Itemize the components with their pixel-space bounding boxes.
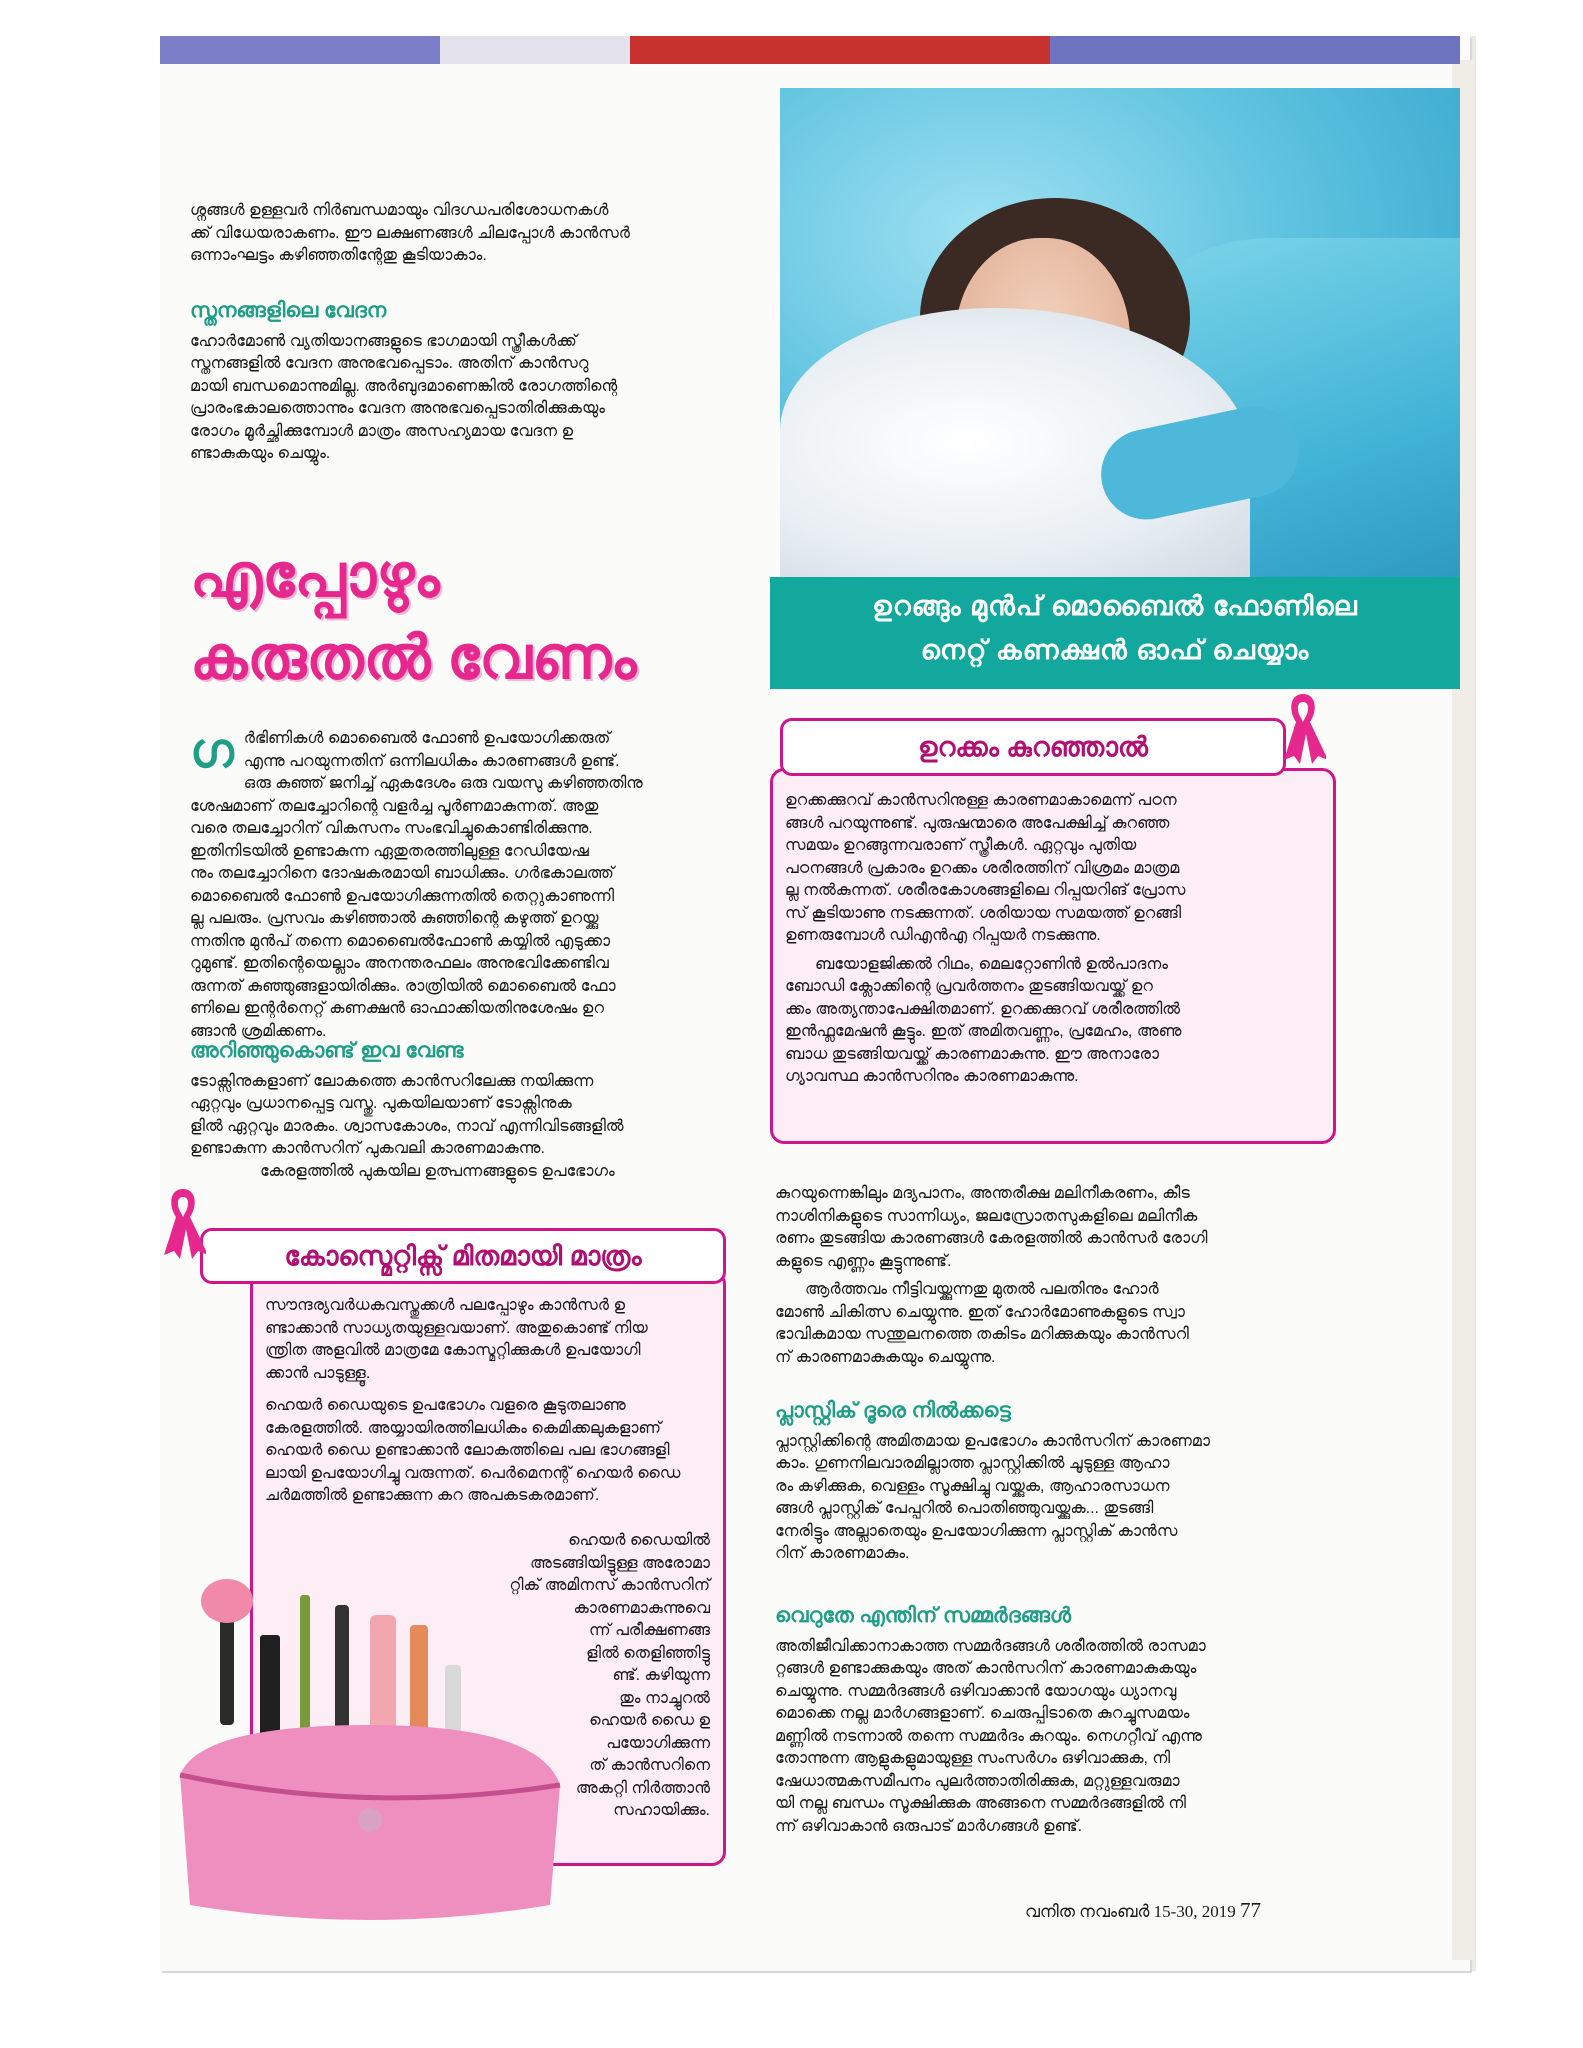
text-line: ർഭിണികൾ മൊബൈൽ ഫോൺ ഉപയോഗിക്കരുത് (243, 730, 611, 747)
text-line: ങ്ങാൻ ശ്രമിക്കണം. (190, 1022, 327, 1040)
text-line: ല്ല നൽകുന്നത്. ശരീരകോശങ്ങളിലെ റിപ്പയറിങ് പ്രോസ (785, 882, 1186, 899)
text-line: ഒരു കുഞ്ഞ് ജനിച്ച് ഏകദേശം ഒരു വയസു കഴിഞ്ഞതിനു (243, 775, 643, 792)
publication-date: വനിത നവംബർ 15-30, 2019 (1025, 1902, 1236, 1921)
text-line: ക്ക് വിധേയരാകണം. ഈ ലക്ഷണങ്ങൾ ചിലപ്പോൾ കാൻസർ (190, 224, 630, 242)
text-line: പ്ലാസ്റ്റിക്കിന്റെ അമിതമായ ഉപഭോഗം കാൻസറിന് കാരണമാ (775, 1432, 1210, 1450)
text-line: ബോഡി ക്ലോക്കിന്റെ പ്രവർത്തനം തുടങ്ങിയവയ്ക്ക് ഉറ (785, 978, 1153, 995)
text-line: ഏറ്റവും പ്രധാനപ്പെട്ട വസ്തു. പുകയിലയാണ് ടോക്സിനുക (190, 1095, 572, 1112)
top-color-stripe (440, 36, 630, 64)
text-line: ഷേധാത്മകസമീപനം പുലർത്താതിരിക്കുക, മറ്റുള്ളവരുമാ (775, 1772, 1180, 1790)
section-heading: വെറുതേ എന്തിന് സമ്മർദങ്ങൾ (775, 1604, 1071, 1627)
text-line: ഒന്നാംഘട്ടം കഴിഞ്ഞതിന്റേതു കൂടിയാകാം. (190, 247, 487, 264)
title-line: എപ്പോഴും (190, 542, 440, 609)
text-line: ഹെയർ ഡൈ ഉണ്ടാക്കാൻ ലോകത്തിലെ പല ഭാഗങ്ങളി (265, 1442, 670, 1459)
text-line: മായി ബന്ധമൊന്നുമില്ല. അർബുദമാണെങ്കിൽ രോഗത്തിന്റെ (190, 377, 618, 395)
text-line: വരെ തലച്ചോറിന് വികസനം സംഭവിച്ചുകൊണ്ടിരിക്കുന്നു. (190, 820, 593, 837)
text-line: രോഗം മൂർച്ഛിക്കുമ്പോൾ മാത്രം അസഹ്യമായ വേദന ഉ (190, 422, 573, 440)
page-number: 77 (1240, 1898, 1262, 1922)
sleeping-woman-photo (780, 88, 1460, 578)
text-line: ചർമത്തിൽ ഉണ്ടാക്കുന്ന കറ അപകടകരമാണ്. (265, 1487, 600, 1504)
text-line: മണ്ണിൽ നടന്നാൽ തന്നെ സമ്മർദം കുറയും. നെഗറ്റീവ് എന്നു (775, 1727, 1202, 1745)
text-line: ഗ്യാവസ്ഥ കാൻസറിനും കാരണമാകുന്നു. (785, 1068, 1079, 1085)
text-line: ന് കാരണമാകുകയും ചെയ്യുന്നു. (775, 1348, 996, 1366)
caption-line: ഉറങ്ങും മുൻപ് മൊബൈൽ ഫോണിലെ (872, 591, 1358, 621)
text-line: യി നല്ല ബന്ധം സൂക്ഷിക്കുക അങ്ങനെ സമ്മർദങ്ങളിൽ നി (775, 1795, 1187, 1812)
text-line: മൊബൈൽ ഫോൺ ഉപയോഗിക്കുന്നതിൽ തെറ്റുകാണുന്നി (190, 887, 615, 905)
text-line: ന്ത്രിത അളവിൽ മാത്രമേ കോസ്മറ്റിക്കുകൾ ഉപയോഗി (265, 1342, 641, 1359)
text-line: റുമുണ്ട്. ഇതിന്റെയെല്ലാം അനന്തരഫലം അനുഭവിക്കേണ്ടിവ (190, 955, 609, 972)
text-line: ന്നതിനു മുൻപ് തന്നെ മൊബൈൽഫോൺ കയ്യിൽ എടുക്കാ (190, 932, 611, 950)
pink-ribbon-icon (1280, 690, 1326, 766)
text-line: റ്റങ്ങൾ ഉണ്ടാക്കുകയും അത് കാൻസറിന് കാരണമാകുകയും (775, 1660, 1197, 1677)
text-line: ഭാവികമായ സന്തുലനത്തെ തകിടം മറിക്കുകയും കാൻസറി (775, 1326, 1189, 1343)
main-title (190, 540, 750, 694)
text-line: കാം. ഗുണനിലവാരമില്ലാത്ത പ്ലാസ്റ്റിക്കിൽ ചൂടുള്ള ആഹാ (775, 1455, 1170, 1472)
plastic-section (775, 1400, 1335, 1566)
intro-paragraph (190, 200, 745, 268)
text-line: ഹെയർ ഡൈയുടെ ഉപഭോഗം വളരെ കൂടുതലാണു (265, 1397, 626, 1414)
text-line: സ്തനങ്ങളിൽ വേദന അനുഭവപ്പെടാം. അതിന് കാൻസറു (190, 355, 589, 372)
page-footer (1025, 1898, 1261, 1923)
text-line: രുന്നത് കുഞ്ഞുങ്ങളായിരിക്കും. രാത്രിയിൽ മൊബൈൽ ഫോ (190, 977, 616, 995)
text-line: ബയോളജിക്കൽ റിഥം, മെലറ്റോണിൻ ഉൽപാദനം (815, 955, 1168, 973)
text-line: അതിജീവിക്കാനാകാത്ത സമ്മർദങ്ങൾ ശരീരത്തിൽ രാസമാ (775, 1637, 1206, 1655)
avoid-section (190, 1040, 745, 1183)
text-line: ഉണരുമ്പോൾ ഡിഎൻഎ റിപ്പയർ നടക്കുന്നു. (785, 927, 1101, 944)
text-line: ളിൽ ഏറ്റവും മാരകം. ശ്വാസകോശം, നാവ് എന്നിവിടങ്ങളിൽ (190, 1117, 624, 1135)
text-line: ണ്ടാക്കാൻ സാധ്യതയുള്ളവയാണ്. അതുകൊണ്ട് നിയ (265, 1319, 648, 1337)
text-line: ത് കാൻസറിനെ (589, 1757, 710, 1774)
text-line: ഇൻഫ്ലമേഷൻ കൂട്ടും. ഇത് അമിതവണ്ണം, പ്രമേഹം, അണു (785, 1023, 1182, 1040)
text-line: നേരിട്ടും അല്ലാതെയും ഉപയോഗിക്കുന്ന പ്ലാസ്റ്റിക് കാൻസ (775, 1522, 1178, 1540)
text-line: മൊക്കെ നല്ല മാർഗങ്ങളാണ്. ചെരുപ്പിടാതെ കുറച്ചുസമയം (775, 1705, 1190, 1722)
top-color-stripe (160, 36, 440, 64)
text-line: ണിലെ ഇന്റർനെറ്റ് കണക്ഷൻ ഓഫാക്കിയതിനുശേഷം ഉറ (190, 1000, 604, 1017)
cosmetics-bag-illustration (160, 1575, 580, 1935)
text-line: ളിൽ തെളിഞ്ഞിട്ടു (586, 1644, 710, 1662)
text-line: ന്ന് പരീക്ഷണങ്ങ (589, 1622, 710, 1639)
text-line: ണ്ട്. കഴിയുന്ന (612, 1667, 710, 1684)
text-line: ങ്ങൾ പറയുന്നുണ്ട്. പുരുഷന്മാരെ അപേക്ഷിച്ച് കുറഞ്ഞ (785, 814, 1170, 832)
sleep-text (785, 790, 1315, 1089)
pregnancy-section (190, 725, 745, 1043)
text-line: സ് കൂടിയാണു നടക്കുന്നത്. ശരിയായ സമയത്ത് ഉറങ്ങി (785, 904, 1182, 922)
text-line: അകറ്റി നിർത്താൻ (575, 1779, 710, 1797)
text-line: കേരളത്തിൽ. അയ്യായിരത്തിലധികം കെമിക്കലുകളാണ് (265, 1419, 662, 1437)
text-line: ചെയ്യുന്നു. സമ്മർദങ്ങൾ ഒഴിവാക്കാൻ യോഗയും ധ്യാനവു (775, 1682, 1177, 1700)
text-line: കാരണമാകുന്നുവെ (573, 1599, 710, 1617)
text-line: ശ്നങ്ങൾ ഉള്ളവർ നിർബന്ധമായും വിദഗ്ധപരിശോധനകൾ (190, 202, 609, 219)
text-line: ശേഷമാണ് തലച്ചോറിന്റെ വളർച്ച പൂർണമാകുന്നത്. അതു (190, 797, 599, 815)
text-line: രണം തുടങ്ങിയ കാരണങ്ങൾ കേരളത്തിൽ കാൻസർ രോഗി (775, 1230, 1208, 1247)
text-line: ഹെയർ ഡൈ ഉ (589, 1712, 710, 1729)
text-line: സഹായിക്കും. (613, 1802, 710, 1819)
text-line: നാശിനികളുടെ സാന്നിധ്യം, ജലസ്രോതസുകളിലെ മലിനീക (775, 1207, 1198, 1225)
text-line: പ്രാരംഭകാലത്തൊന്നും വേദന അനുഭവപ്പെടാതിരിക്കുകയും (190, 400, 606, 417)
text-line: ക്കം അത്യന്താപേക്ഷിതമാണ്. ഉറക്കക്കുറവ് ശരീരത്തിൽ (785, 1000, 1181, 1018)
text-line: ല്ല പലരും. പ്രസവം കഴിഞ്ഞാൽ കുഞ്ഞിന്റെ കഴുത്ത് ഉറയ്ക്കു (190, 910, 599, 927)
text-line: തും നാച്ചുറൽ (619, 1689, 710, 1707)
pink-ribbon-icon (160, 1185, 206, 1261)
section-heading: അറിഞ്ഞുകൊണ്ട് ഇവ വേണ്ട (190, 1039, 464, 1062)
continued-text (775, 1183, 1335, 1369)
text-line: ന്ന് ഒഴിവാകാൻ ഒരുപാട് മാർഗങ്ങൾ ഉണ്ട്. (775, 1817, 1083, 1835)
text-line: ടോക്സിനുകളാണ് ലോകത്തെ കാൻസറിലേക്കു നയിക്കുന്ന (190, 1072, 594, 1090)
text-line: ണ്ടാകുകയും ചെയ്യും. (190, 445, 331, 462)
text-line: സമയം ഉറങ്ങുന്നവരാണ് സ്ത്രീകൾ. ഏറ്റവും പുതിയ (785, 837, 1137, 854)
text-line: ഉണ്ടാകുന്ന കാൻസറിന് പുകവലി കാരണമാകുന്നു. (190, 1140, 545, 1157)
section-heading: സ്തനങ്ങളിലെ വേദന (190, 299, 387, 322)
text-line: ആർത്തവം നീട്ടിവയ്ക്കുന്നതു മുതൽ പലതിനും ഹോർ (805, 1281, 1159, 1298)
text-line: സൗന്ദര്യവർധകവസ്തുക്കൾ പലപ്പോഴും കാൻസർ ഉ (265, 1297, 625, 1314)
text-line: കുറയുന്നെങ്കിലും മദ്യപാനം, അന്തരീക്ഷ മലിനീകരണം, കീട (775, 1185, 1190, 1202)
text-line: ക്കാൻ പാടുള്ളൂ. (265, 1364, 371, 1382)
text-line: റിന് കാരണമാകും. (775, 1545, 910, 1562)
text-line: ഇതിനിടയിൽ ഉണ്ടാകുന്ന ഏതുതരത്തിലുള്ള റേഡിയേഷ (190, 842, 589, 860)
text-line: റ്റിക് അമിനസ് കാൻസറിന് (509, 1577, 710, 1594)
drop-cap: ഗ (190, 725, 234, 778)
text-line: പഠനങ്ങൾ പ്രകാരം ഉറക്കം ശരീരത്തിന് വിശ്രമം മാത്രമ (785, 859, 1180, 877)
text-line: ഉറക്കക്കുറവ് കാൻസറിനുള്ള കാരണമാകാമെന്ന് പഠന (785, 792, 1177, 809)
text-line: ഹോർമോൺ വ്യതിയാനങ്ങളുടെ ഭാഗമായി സ്ത്രീകൾക്ക് (190, 332, 577, 350)
title-line: കരുതൽ വേണം (190, 624, 637, 691)
text-line: ങ്ങൾ പ്ലാസ്റ്റിക് പേപ്പറിൽ പൊതിഞ്ഞുവയ്ക്കുക... തുടങ്ങി (775, 1500, 1154, 1517)
text-line: ലായി ഉപയോഗിച്ചു വരുന്നത്. പെർമെനന്റ് ഹെയർ ഡൈ (265, 1464, 681, 1482)
text-line: നും തലച്ചോറിനെ ദോഷകരമായി ബാധിക്കും. ഗർഭകാലത്ത് (190, 865, 614, 882)
text-line: ഹെയർ ഡൈയിൽ അടങ്ങിയിട്ടുള്ള അരോമാ (529, 1532, 710, 1572)
text-line: കളുടെ എണ്ണം കൂട്ടുന്നുണ്ട്. (775, 1252, 952, 1270)
top-color-stripe (1050, 36, 1460, 64)
text-line: തോന്നുന്ന ആളുകളുമായുള്ള സംസർഗം ഒഴിവാക്കുക, നി (775, 1750, 1171, 1767)
cosmetics-text (265, 1295, 710, 1508)
cosmetics-box-heading: കോസ്മെറ്റിക്സ് മിതമായി മാത്രം (200, 1228, 726, 1284)
text-line: മോൺ ചികിത്സ ചെയ്യുന്നു. ഇത് ഹോർമോണുകളുടെ സ്വാ (775, 1303, 1185, 1321)
text-line: രം കഴിക്കുക, വെള്ളം സൂക്ഷിച്ചു വയ്ക്കുക, ആഹാരസാധന (775, 1477, 1170, 1495)
text-line: എന്നു പറയുന്നതിന് ഒന്നിലധികം കാരണങ്ങൾ ഉണ്ട്. (243, 752, 620, 770)
stress-section (775, 1605, 1335, 1838)
text-line: കേരളത്തിൽ പുകയില ഉത്പന്നങ്ങളുടെ ഉപഭോഗം (260, 1162, 615, 1180)
breast-pain-section (190, 300, 745, 466)
text-line: പയോഗിക്കുന്ന (606, 1734, 710, 1752)
text-line: ബാധ തുടങ്ങിയവയ്ക്ക് കാരണമാകുന്നു. ഈ അനാരോ (785, 1045, 1160, 1063)
caption-line: നെറ്റ് കണക്ഷൻ ഓഫ് ചെയ്യാം (920, 635, 1310, 665)
sleep-box-heading: ഉറക്കം കുറഞ്ഞാൽ (780, 718, 1286, 776)
section-heading: പ്ലാസ്റ്റിക് ദൂരെ നിൽക്കട്ടെ (775, 1399, 1011, 1422)
photo-caption (770, 577, 1460, 689)
